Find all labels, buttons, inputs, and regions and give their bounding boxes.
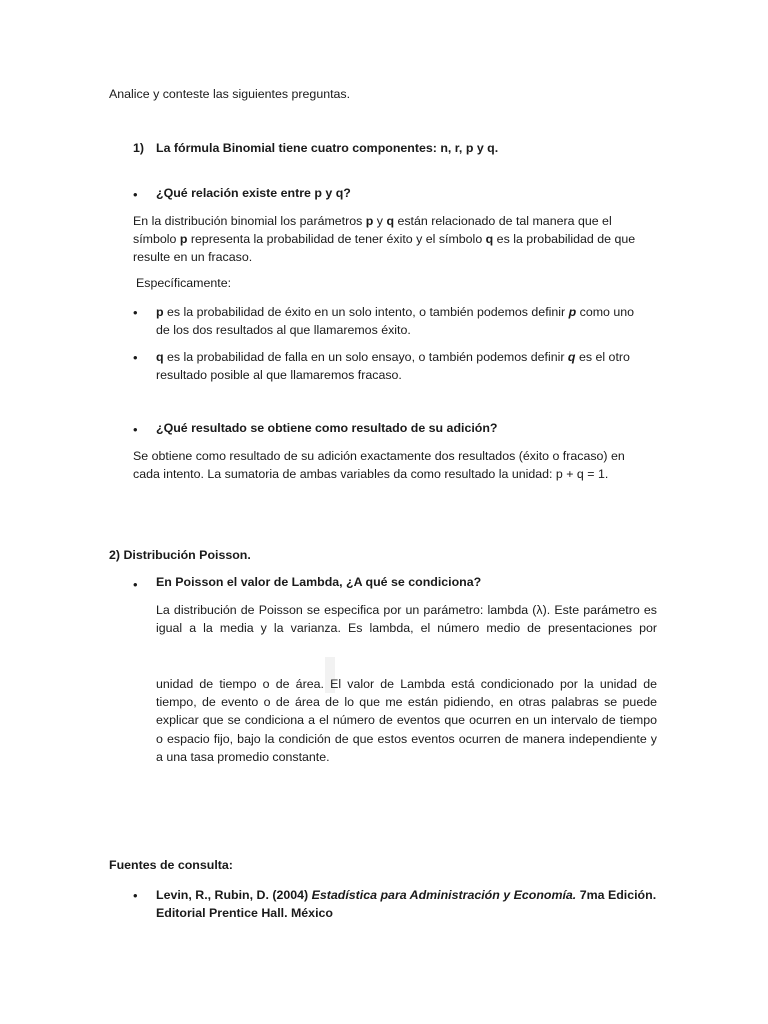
bullet-icon: • (133, 577, 138, 592)
answer-text: En la distribución binomial los parámetros (133, 214, 366, 228)
symbol-q: q (156, 350, 164, 364)
q2-paragraph-1: La distribución de Poisson se especifica por un parámetro: lambda (λ). Este parámetro es igual a la media y la varianza. Es lambda, el número medio de presentaciones por (156, 603, 657, 636)
q1-sub2-question: ¿Qué resultado se obtiene como resultado de su adición? (156, 421, 498, 435)
list-item-p (156, 303, 646, 339)
q1-sub2-answer: Se obtiene como resultado de su adición exactamente dos resultados (éxito o fracaso) en cada intento. La sumatoria de ambas variables da como resultado la unidad: p + q = 1. (133, 449, 625, 482)
item-text: es la probabilidad de falla en un solo ensayo, o también podemos definir (163, 350, 568, 364)
symbol-p: p (156, 305, 164, 319)
answer-text: es la probabilidad de que resulte en un fracaso. (133, 232, 636, 265)
q1-title: La fórmula Binomial tiene cuatro componentes: n, r, p y q. (156, 141, 499, 155)
reference-authors: Levin, R., Rubin, D. (2004) (156, 888, 312, 902)
q2-question: En Poisson el valor de Lambda, ¿A qué se condiciona? (156, 575, 482, 589)
bullet-icon: • (133, 305, 138, 320)
q2-title: 2) Distribución Poisson. (109, 548, 251, 562)
intro-text: Analice y conteste las siguientes preguntas. (109, 87, 351, 101)
q1-number: 1) (133, 141, 145, 155)
bullet-icon: • (133, 187, 138, 202)
reference-book-title: Estadística para Administración y Economía. (311, 888, 577, 902)
q2-paragraph-2: unidad de tiempo o de área. El valor de Lambda está condicionado por la unidad de tiempo, de evento o de área de lo que me están pidiendo, en otras palabras se puede explicar que se condiciona a el número de eventos que ocurren en un intervalo de tiempo o espacio fijo, bajo la condición de que estos eventos ocurren de manera independiente y a una tasa promedio constante. (156, 677, 657, 764)
answer-text: están relacionado de tal manera que el símbolo (133, 214, 612, 247)
specifically-label: Específicamente: (136, 276, 232, 290)
bullet-icon: • (133, 350, 138, 365)
q1-sub1-answer (133, 212, 638, 267)
answer-text: representa la probabilidad de tener éxito y el símbolo (187, 232, 486, 247)
symbol-p-italic: p (568, 305, 577, 319)
reference-publisher: 7ma Edición. Editorial Prentice Hall. México (156, 888, 657, 921)
source-reference (156, 886, 666, 922)
item-text: es el otro resultado posible al que llamaremos fracaso. (156, 350, 630, 383)
symbol-q: q (485, 232, 494, 247)
list-item-q (156, 348, 656, 384)
bullet-icon: • (133, 422, 138, 437)
sources-title: Fuentes de consulta: (109, 858, 233, 872)
item-text: como uno de los dos resultados al que llamaremos éxito. (156, 305, 635, 338)
q1-sub1-question: ¿Qué relación existe entre p y q? (156, 186, 351, 200)
bullet-icon: • (133, 888, 138, 903)
symbol-q-italic: q (567, 350, 576, 364)
symbol-q: q (386, 214, 395, 228)
answer-text: y (373, 214, 387, 228)
symbol-p: p (179, 232, 188, 247)
symbol-p: p (365, 214, 374, 228)
item-text: es la probabilidad de éxito en un solo intento, o también podemos definir (163, 305, 569, 319)
